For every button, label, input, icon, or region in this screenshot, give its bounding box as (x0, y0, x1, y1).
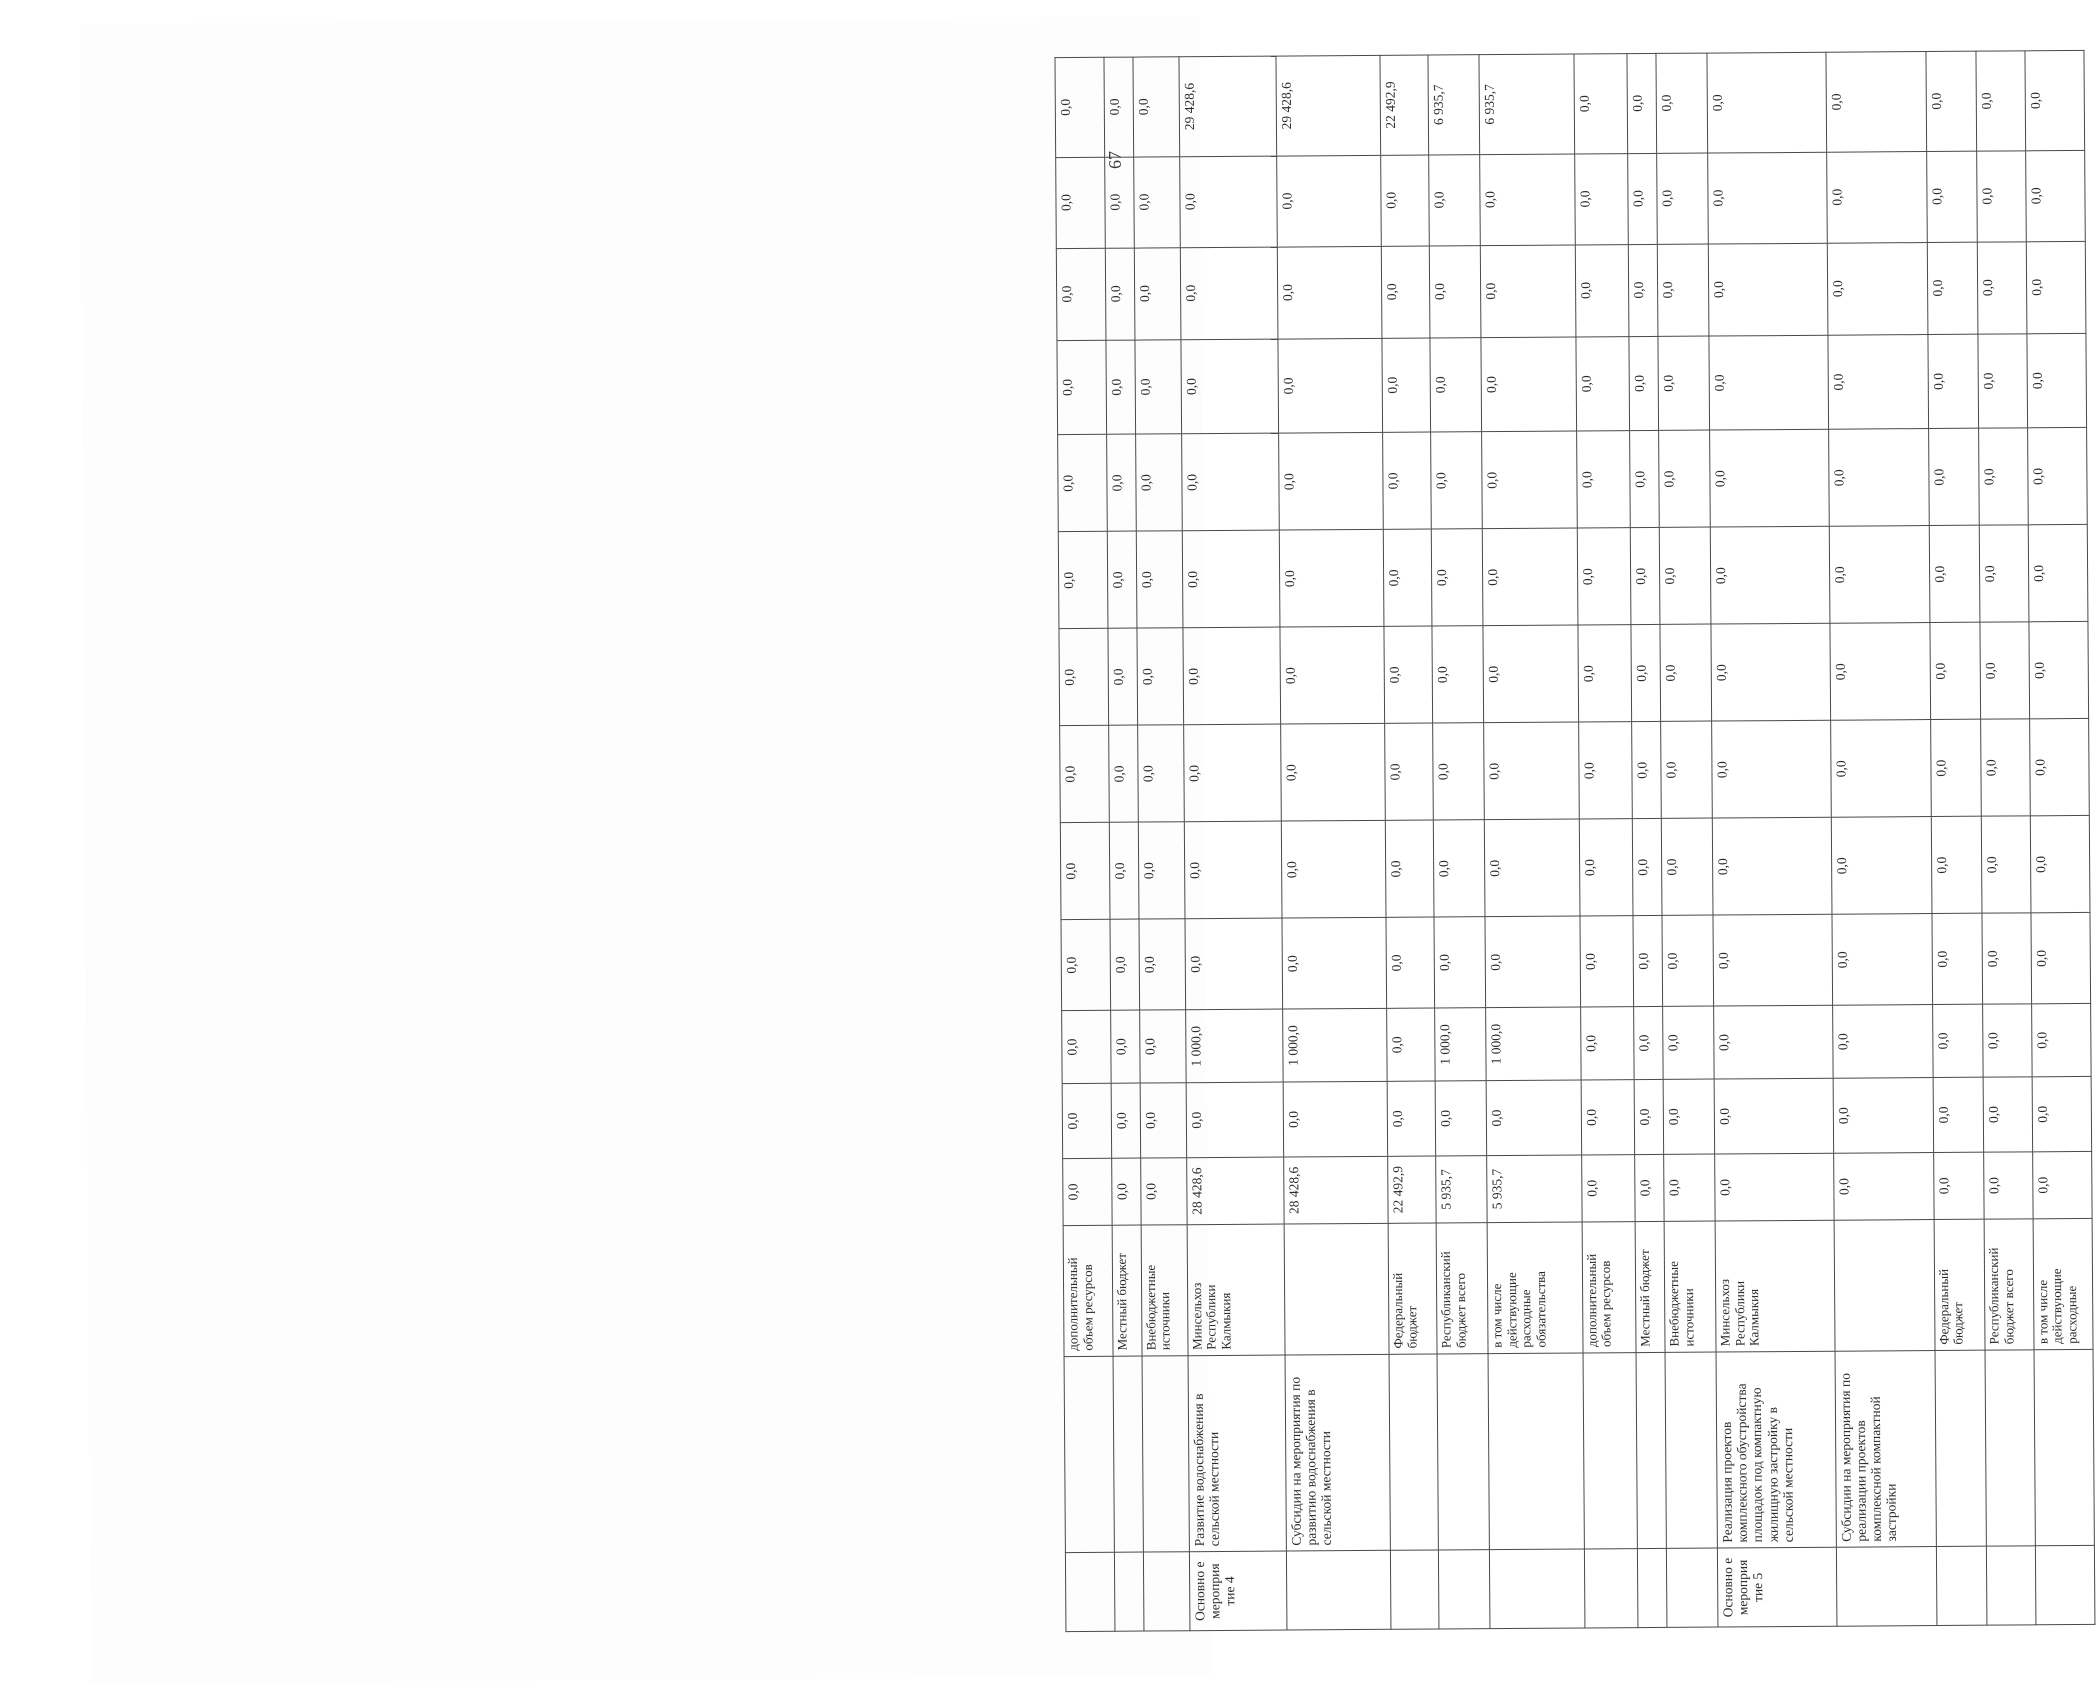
amount-cell: 0,0 (2028, 428, 2088, 525)
amount-cell: 0,0 (1384, 626, 1433, 723)
amount-cell: 0,0 (1926, 151, 1978, 242)
amount-cell: 0,0 (1827, 242, 1927, 335)
measure-name-cell (1665, 1352, 1717, 1549)
amount-cell: 0,0 (1063, 1158, 1112, 1225)
amount-cell: 0,0 (1581, 1007, 1635, 1080)
amount-cell: 0,0 (1831, 720, 1931, 818)
amount-cell: 0,0 (1277, 246, 1382, 339)
amount-cell: 0,0 (1575, 153, 1629, 244)
amount-cell: 0,0 (1930, 719, 1982, 816)
amount-cell: 0,0 (1107, 628, 1137, 725)
amount-cell: 0,0 (1058, 532, 1107, 629)
amount-cell: 0,0 (1635, 1155, 1665, 1222)
amount-cell: 0,0 (1662, 915, 1714, 1006)
amount-cell: 0,0 (1983, 1004, 2032, 1077)
amount-cell: 0,0 (1060, 823, 1109, 920)
amount-cell: 0,0 (1183, 724, 1281, 822)
amount-cell: 1 000,0 (1435, 1008, 1486, 1081)
amount-cell: 0,0 (1485, 916, 1580, 1008)
amount-cell: 0,0 (1104, 157, 1134, 248)
amount-cell: 0,0 (1579, 722, 1633, 819)
amount-cell: 5 935,7 (1436, 1156, 1487, 1223)
amount-cell: 0,0 (1826, 52, 1926, 152)
amount-cell: 0,0 (1433, 723, 1485, 820)
amount-cell: 0,0 (2026, 241, 2086, 334)
amount-cell: 0,0 (1179, 156, 1277, 248)
amount-cell: 0,0 (1181, 433, 1279, 531)
amount-cell: 6 935,7 (1428, 55, 1480, 155)
funding-source-cell: Республиканский бюджет всего (1437, 1222, 1489, 1353)
amount-cell: 0,0 (1139, 919, 1186, 1010)
amount-cell: 0,0 (1480, 154, 1575, 246)
amount-cell: 29 428,6 (1179, 56, 1277, 156)
measure-name-cell: Реализация проектов комплексного обустройства площадок под компактную жилищную застройку в сельской местности (1716, 1351, 1836, 1548)
amount-cell: 0,0 (1713, 817, 1832, 915)
amount-cell: 0,0 (1482, 431, 1577, 529)
amount-cell: 0,0 (1982, 913, 2031, 1004)
amount-cell: 0,0 (1579, 819, 1633, 916)
funding-source-cell: в том числе действующие расходные (2033, 1218, 2093, 1349)
funding-source-cell: Федеральный бюджет (1388, 1223, 1437, 1354)
amount-cell: 0,0 (1827, 151, 1927, 243)
amount-cell: 0,0 (1184, 821, 1282, 919)
amount-cell: 1 000,0 (1486, 1007, 1581, 1080)
amount-cell: 0,0 (1660, 527, 1712, 624)
amount-cell: 0,0 (1133, 156, 1180, 247)
amount-cell: 0,0 (1483, 625, 1578, 723)
amount-cell: 0,0 (1714, 1005, 1833, 1079)
amount-cell: 0,0 (1828, 334, 1928, 429)
amount-cell: 0,0 (1829, 429, 1929, 527)
measure-code-cell (1143, 1552, 1190, 1631)
amount-cell: 0,0 (1657, 153, 1709, 244)
amount-cell: 0,0 (1633, 819, 1663, 916)
amount-cell: 0,0 (1481, 245, 1576, 338)
amount-cell: 0,0 (1984, 1152, 2033, 1219)
amount-cell: 0,0 (1979, 428, 2028, 525)
amount-cell: 0,0 (1932, 1004, 1983, 1077)
measure-code-cell (1987, 1546, 2036, 1625)
amount-cell: 0,0 (1138, 822, 1185, 919)
amount-cell: 0,0 (1978, 241, 2027, 333)
amount-cell: 0,0 (1634, 1079, 1664, 1154)
amount-cell: 0,0 (1929, 525, 1981, 622)
amount-cell: 0,0 (1134, 247, 1181, 339)
measure-code-cell (1584, 1549, 1638, 1628)
amount-cell: 0,0 (1382, 338, 1431, 433)
measure-name-cell: Субсидии на мероприятия по реализации проектов комплексной компактной застройки (1835, 1350, 1936, 1547)
amount-cell: 0,0 (1833, 1077, 1933, 1153)
amount-cell: 0,0 (1385, 723, 1434, 820)
amount-cell: 1 000,0 (1185, 1009, 1283, 1082)
amount-cell: 0,0 (1578, 625, 1632, 722)
amount-cell: 0,0 (1656, 53, 1708, 153)
amount-cell: 0,0 (1631, 625, 1661, 722)
amount-cell: 0,0 (1062, 1083, 1111, 1159)
funding-source-cell: Внебюджетные источники (1141, 1225, 1188, 1356)
amount-cell: 0,0 (1484, 722, 1579, 820)
amount-cell: 0,0 (2033, 1152, 2093, 1219)
rotated-table-wrapper (1054, 50, 2095, 1632)
amount-cell: 0,0 (1659, 430, 1711, 527)
amount-cell: 0,0 (1715, 1153, 1834, 1221)
amount-cell: 0,0 (1481, 337, 1576, 432)
amount-cell: 0,0 (2032, 1004, 2092, 1077)
amount-cell: 0,0 (1832, 914, 1932, 1006)
amount-cell: 0,0 (1105, 248, 1135, 340)
funding-source-cell: в том числе действующие расходные обязательства (1487, 1222, 1582, 1354)
amount-cell: 0,0 (1629, 244, 1659, 336)
amount-cell: 0,0 (1429, 154, 1481, 245)
budget-table (1054, 50, 2095, 1632)
amount-cell: 0,0 (1663, 1079, 1714, 1155)
funding-source-cell: Местный бюджет (1635, 1221, 1665, 1352)
measure-code-cell (1114, 1552, 1144, 1631)
amount-cell: 0,0 (1982, 816, 2031, 913)
amount-cell: 0,0 (1574, 54, 1628, 154)
amount-cell: 0,0 (1658, 336, 1710, 431)
amount-cell: 0,0 (1387, 1008, 1436, 1081)
funding-source-cell: Федеральный бюджет (1934, 1219, 1986, 1350)
funding-source-cell: Минсельхоз Республики Калмыкия (1715, 1220, 1835, 1352)
funding-source-cell: дополнительный объем ресурсов (1063, 1225, 1112, 1356)
amount-cell: 0,0 (1108, 725, 1138, 822)
amount-cell: 0,0 (1278, 433, 1383, 531)
budget-table-body (1055, 50, 2095, 1631)
funding-source-cell: Минсельхоз Республики Калмыкия (1187, 1224, 1285, 1356)
amount-cell: 0,0 (2031, 913, 2091, 1004)
amount-cell: 0,0 (1109, 822, 1139, 919)
amount-cell: 0,0 (1107, 531, 1137, 628)
measure-code-cell (1490, 1549, 1585, 1628)
amount-cell: 0,0 (1180, 247, 1278, 340)
amount-cell: 28 428,6 (1283, 1156, 1388, 1223)
measure-name-cell (1437, 1353, 1489, 1550)
amount-cell: 0,0 (1280, 627, 1385, 725)
table-row (1707, 52, 1837, 1627)
amount-cell: 0,0 (1631, 528, 1661, 625)
amount-cell: 0,0 (1276, 155, 1381, 247)
table-row (1826, 52, 1936, 1627)
table-row (1179, 56, 1287, 1631)
amount-cell: 0,0 (1434, 820, 1486, 917)
amount-cell: 0,0 (1137, 725, 1184, 822)
measure-code-cell (2035, 1546, 2095, 1625)
amount-cell: 0,0 (1576, 336, 1630, 431)
amount-cell: 0,0 (1931, 816, 1983, 913)
measure-name-cell (1113, 1356, 1143, 1553)
amount-cell: 0,0 (1660, 624, 1712, 721)
measure-code-cell (1638, 1549, 1668, 1628)
amount-cell: 0,0 (1577, 528, 1631, 625)
amount-cell: 0,0 (1283, 1081, 1388, 1157)
amount-cell: 0,0 (1062, 1010, 1111, 1083)
amount-cell: 0,0 (1575, 244, 1629, 337)
amount-cell: 0,0 (1279, 530, 1384, 628)
amount-cell: 0,0 (1111, 1083, 1141, 1158)
amount-cell: 0,0 (1381, 246, 1430, 338)
measure-code-cell (1439, 1550, 1490, 1629)
amount-cell: 0,0 (1929, 622, 1981, 719)
measure-code-cell: Основно е мероприя тие 5 (1718, 1547, 1837, 1627)
amount-cell: 22 492,9 (1388, 1156, 1437, 1223)
amount-cell: 0,0 (1714, 1078, 1833, 1154)
amount-cell: 0,0 (1634, 1007, 1664, 1080)
amount-cell: 0,0 (1386, 917, 1435, 1008)
amount-cell: 0,0 (1978, 334, 2027, 429)
amount-cell: 0,0 (1976, 51, 2025, 151)
amount-cell: 0,0 (1927, 334, 1979, 429)
measure-name-cell (2034, 1349, 2094, 1546)
amount-cell: 0,0 (1137, 628, 1184, 725)
scanned-page (79, 16, 2080, 1684)
amount-cell: 0,0 (1834, 1153, 1934, 1220)
funding-source-cell (1834, 1219, 1934, 1351)
measure-name-cell (1985, 1350, 2035, 1547)
measure-code-cell (1065, 1552, 1114, 1631)
amount-cell: 0,0 (1581, 1080, 1635, 1156)
measure-code-cell (1936, 1546, 1987, 1625)
amount-cell: 0,0 (1711, 623, 1830, 721)
amount-cell: 0,0 (1430, 245, 1482, 338)
amount-cell: 0,0 (2030, 719, 2090, 816)
measure-name-cell (1389, 1354, 1439, 1551)
amount-cell: 0,0 (1485, 819, 1580, 917)
amount-cell: 0,0 (1707, 52, 1827, 152)
amount-cell: 0,0 (1709, 335, 1828, 430)
amount-cell: 0,0 (1105, 340, 1135, 435)
amount-cell: 0,0 (1658, 244, 1710, 337)
amount-cell: 0,0 (1661, 721, 1713, 818)
amount-cell: 0,0 (1633, 916, 1663, 1007)
amount-cell: 0,0 (1629, 336, 1659, 431)
amount-cell: 0,0 (1483, 528, 1578, 626)
amount-cell: 6 935,7 (1479, 54, 1574, 154)
amount-cell: 0,0 (1630, 431, 1660, 528)
amount-cell: 0,0 (1831, 817, 1931, 915)
amount-cell: 0,0 (1662, 818, 1714, 915)
amount-cell: 0,0 (1185, 918, 1283, 1010)
amount-cell: 0,0 (1833, 1005, 1933, 1078)
amount-cell: 0,0 (1712, 720, 1831, 818)
funding-source-cell: Внебюджетные источники (1664, 1221, 1716, 1352)
amount-cell: 0,0 (1383, 432, 1432, 529)
amount-cell: 0,0 (1381, 155, 1430, 246)
amount-cell: 5 935,7 (1487, 1155, 1582, 1222)
measure-name-cell (1636, 1352, 1666, 1549)
amount-cell: 0,0 (1627, 53, 1657, 153)
amount-cell: 0,0 (1182, 530, 1280, 628)
amount-cell: 0,0 (1140, 1083, 1187, 1158)
amount-cell: 0,0 (1432, 529, 1484, 626)
amount-cell: 0,0 (1933, 1152, 1984, 1219)
amount-cell: 0,0 (1664, 1154, 1715, 1221)
amount-cell: 0,0 (1111, 1158, 1141, 1225)
amount-cell: 0,0 (1056, 248, 1105, 340)
amount-cell: 0,0 (1632, 722, 1662, 819)
amount-cell: 0,0 (1109, 919, 1139, 1010)
amount-cell: 0,0 (2029, 622, 2089, 719)
amount-cell: 0,0 (1977, 150, 2026, 241)
amount-cell: 0,0 (1280, 724, 1385, 822)
amount-cell: 0,0 (1060, 726, 1109, 823)
amount-cell: 0,0 (1432, 626, 1484, 723)
amount-cell: 0,0 (1580, 916, 1634, 1007)
measure-code-cell (1286, 1551, 1391, 1631)
amount-cell: 0,0 (2030, 816, 2090, 913)
funding-source-cell: дополнительный объем ресурсов (1582, 1221, 1636, 1352)
amount-cell: 0,0 (2026, 150, 2086, 241)
measure-name-cell (1583, 1352, 1638, 1549)
funding-source-cell: Местный бюджет (1112, 1225, 1142, 1356)
amount-cell: 0,0 (1582, 1155, 1636, 1222)
amount-cell: 0,0 (1628, 153, 1658, 244)
measure-name-cell (1064, 1356, 1114, 1553)
amount-cell: 0,0 (1925, 51, 1977, 151)
amount-cell: 0,0 (1430, 337, 1482, 432)
amount-cell: 0,0 (1709, 243, 1828, 336)
amount-cell: 0,0 (1928, 428, 1980, 525)
amount-cell: 1 000,0 (1282, 1009, 1387, 1082)
amount-cell: 0,0 (1135, 434, 1182, 531)
table-row (1276, 55, 1391, 1630)
amount-cell: 0,0 (1136, 531, 1183, 628)
funding-source-cell (1284, 1223, 1389, 1355)
amount-cell: 0,0 (1139, 1010, 1186, 1083)
amount-cell: 0,0 (1933, 1077, 1984, 1153)
amount-cell: 0,0 (1708, 152, 1827, 244)
amount-cell: 0,0 (1387, 1081, 1436, 1157)
amount-cell: 0,0 (1829, 526, 1929, 624)
amount-cell: 0,0 (1385, 820, 1434, 917)
measure-name-cell (1142, 1355, 1189, 1552)
amount-cell: 28 428,6 (1186, 1157, 1283, 1224)
amount-cell: 0,0 (1711, 526, 1830, 624)
amount-cell: 0,0 (1486, 1080, 1581, 1156)
measure-code-cell: Основно е мероприя тие 4 (1189, 1551, 1287, 1630)
amount-cell: 0,0 (1383, 529, 1432, 626)
amount-cell: 0,0 (1059, 629, 1108, 726)
amount-cell: 0,0 (1710, 429, 1829, 527)
table-row (2025, 50, 2095, 1624)
amount-cell: 0,0 (2032, 1076, 2092, 1152)
measure-name-cell (1935, 1350, 1987, 1547)
amount-cell: 0,0 (1106, 434, 1136, 531)
amount-cell: 0,0 (1061, 920, 1110, 1011)
measure-code-cell (1390, 1550, 1439, 1629)
amount-cell: 0,0 (1927, 242, 1979, 335)
amount-cell: 0,0 (2027, 333, 2087, 428)
amount-cell: 0,0 (1984, 1077, 2033, 1153)
amount-cell: 0,0 (1431, 432, 1483, 529)
amount-cell: 0,0 (1282, 918, 1387, 1010)
amount-cell: 0,0 (1183, 627, 1281, 725)
amount-cell: 0,0 (1980, 622, 2029, 719)
amount-cell: 29 428,6 (1276, 55, 1381, 155)
amount-cell: 0,0 (1434, 917, 1486, 1008)
amount-cell: 0,0 (1713, 914, 1832, 1006)
amount-cell: 0,0 (1281, 821, 1386, 919)
amount-cell: 0,0 (1931, 913, 1983, 1004)
measure-code-cell (1667, 1548, 1718, 1627)
measure-name-cell: Развитие водоснабжения в сельской местности (1188, 1355, 1286, 1552)
amount-cell: 0,0 (1056, 157, 1105, 248)
amount-cell: 0,0 (1980, 525, 2029, 622)
amount-cell: 0,0 (1181, 339, 1279, 434)
amount-cell: 0,0 (2028, 525, 2088, 622)
amount-cell: 0,0 (1135, 339, 1182, 434)
amount-cell: 0,0 (1103, 57, 1133, 157)
amount-cell: 0,0 (1981, 719, 2030, 816)
amount-cell: 22 492,9 (1380, 55, 1429, 155)
table-row (1479, 54, 1585, 1629)
amount-cell: 0,0 (1140, 1158, 1187, 1225)
amount-cell: 0,0 (1133, 57, 1180, 157)
amount-cell: 0,0 (1058, 435, 1107, 532)
measure-code-cell (1836, 1547, 1936, 1627)
amount-cell: 0,0 (1055, 57, 1104, 157)
amount-cell: 0,0 (1186, 1082, 1284, 1158)
amount-cell: 0,0 (1663, 1006, 1714, 1079)
amount-cell: 0,0 (1436, 1081, 1487, 1157)
amount-cell: 0,0 (1110, 1010, 1140, 1083)
measure-name-cell: Субсидии на мероприятия по развитию водоснабжения в сельской местности (1285, 1354, 1391, 1551)
amount-cell: 0,0 (1577, 431, 1631, 528)
funding-source-cell: Республиканский бюджет всего (1985, 1219, 2034, 1350)
amount-cell: 0,0 (1830, 623, 1930, 721)
amount-cell: 0,0 (1057, 340, 1106, 435)
amount-cell: 0,0 (1278, 338, 1383, 433)
amount-cell: 0,0 (2025, 50, 2085, 150)
measure-name-cell (1488, 1353, 1584, 1550)
page-number: 67 (1105, 151, 1125, 169)
